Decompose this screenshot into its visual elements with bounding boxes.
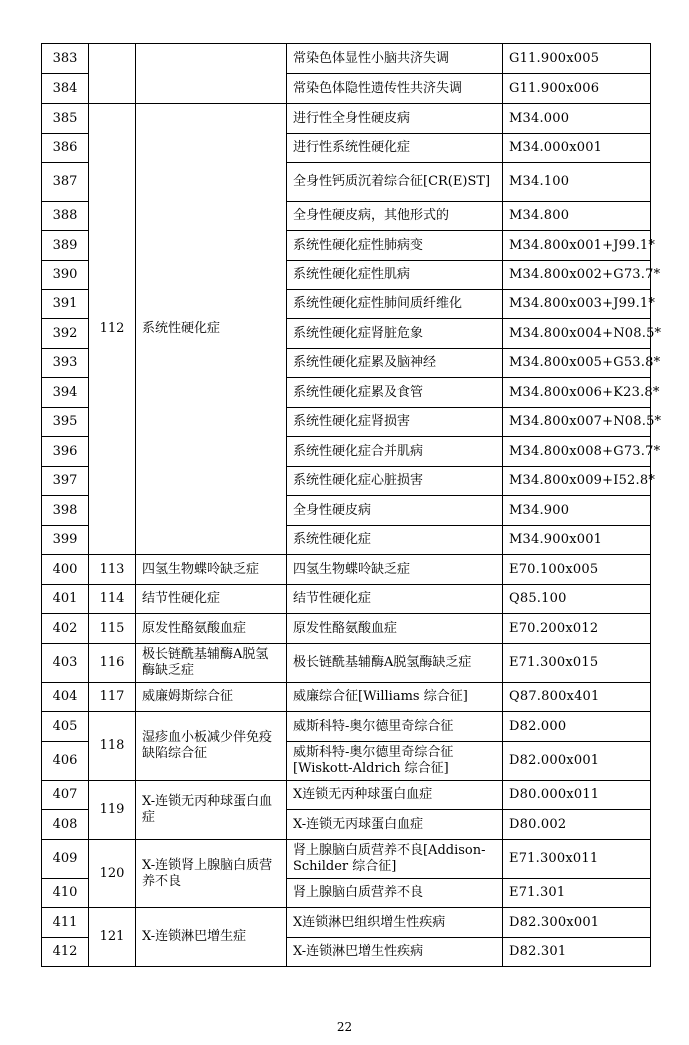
disease-name: 系统性硬化症: [136, 104, 287, 555]
disease-entry: 肾上腺脑白质营养不良: [287, 879, 503, 908]
disease-number: 120: [89, 840, 136, 908]
disease-number: 117: [89, 683, 136, 712]
icd-code: E71.301: [503, 879, 651, 908]
disease-number: 121: [89, 908, 136, 967]
disease-entry: 威廉综合征[Williams 综合征]: [287, 683, 503, 712]
disease-name: 威廉姆斯综合征: [136, 683, 287, 712]
row-index: 395: [42, 408, 89, 437]
disease-number: 113: [89, 555, 136, 585]
row-index: 396: [42, 437, 89, 467]
table-row: [42, 44, 651, 74]
icd-code: D82.000: [503, 712, 651, 742]
row-index: 408: [42, 810, 89, 840]
disease-entry: 系统性硬化症性肺间质纤维化: [287, 290, 503, 319]
icd-code: D82.000x001: [503, 742, 651, 781]
disease-entry: X-连锁无丙球蛋白血症: [287, 810, 503, 840]
disease-entry: 结节性硬化症: [287, 585, 503, 614]
disease-entry: 系统性硬化症: [287, 526, 503, 555]
disease-name: 结节性硬化症: [136, 585, 287, 614]
disease-entry: 进行性系统性硬化症: [287, 134, 503, 163]
icd-code: M34.800: [503, 202, 651, 231]
page-number: 22: [336, 1020, 353, 1034]
icd-code: M34.000: [503, 104, 651, 134]
row-index: 401: [42, 585, 89, 614]
icd-code: E71.300x011: [503, 840, 651, 879]
icd-code: D82.301: [503, 938, 651, 967]
disease-name: X-连锁无丙种球蛋白血症: [136, 781, 287, 840]
disease-entry: 四氢生物蝶呤缺乏症: [287, 555, 503, 585]
icd-code: D80.000x011: [503, 781, 651, 810]
row-index: 403: [42, 644, 89, 683]
icd-code: M34.800x002+G73.7*: [503, 261, 651, 290]
icd-code: D80.002: [503, 810, 651, 840]
row-index: 407: [42, 781, 89, 810]
row-index: 394: [42, 378, 89, 408]
disease-name: 湿疹血小板减少伴免疫缺陷综合征: [136, 712, 287, 781]
row-index: 397: [42, 467, 89, 496]
disease-entry: 系统性硬化症心脏损害: [287, 467, 503, 496]
disease-name: 四氢生物蝶呤缺乏症: [136, 555, 287, 585]
disease-number: 118: [89, 712, 136, 781]
disease-entry: 系统性硬化症性肌病: [287, 261, 503, 290]
disease-entry: X连锁淋巴组织增生性疾病: [287, 908, 503, 938]
table-row: [42, 104, 651, 134]
row-index: 386: [42, 134, 89, 163]
icd-code: M34.800x007+N08.5*: [503, 408, 651, 437]
row-index: 405: [42, 712, 89, 742]
icd-code: M34.800x008+G73.7*: [503, 437, 651, 467]
row-index: 383: [42, 44, 89, 74]
row-index: 391: [42, 290, 89, 319]
icd-code: G11.900x006: [503, 74, 651, 104]
disease-entry: 系统性硬化症累及脑神经: [287, 349, 503, 378]
disease-name: [136, 44, 287, 104]
icd-code: M34.800x005+G53.8*: [503, 349, 651, 378]
icd-code: E71.300x015: [503, 644, 651, 683]
row-index: 404: [42, 683, 89, 712]
icd-code: M34.800x004+N08.5*: [503, 319, 651, 349]
table-row: [42, 614, 651, 644]
disease-number: 116: [89, 644, 136, 683]
table-row: [42, 840, 651, 879]
disease-name: X-连锁淋巴增生症: [136, 908, 287, 967]
row-index: 398: [42, 496, 89, 526]
disease-entry: 威斯科特-奥尔德里奇综合征[Wiskott-Aldrich 综合征]: [287, 742, 503, 781]
row-index: 410: [42, 879, 89, 908]
row-index: 385: [42, 104, 89, 134]
icd-code: D82.300x001: [503, 908, 651, 938]
disease-entry: 全身性硬皮病，其他形式的: [287, 202, 503, 231]
disease-table: [41, 43, 662, 967]
disease-number: 114: [89, 585, 136, 614]
table-row: [42, 644, 651, 683]
disease-number: 115: [89, 614, 136, 644]
row-index: 411: [42, 908, 89, 938]
row-index: 389: [42, 231, 89, 261]
disease-entry: 系统性硬化症性肺病变: [287, 231, 503, 261]
row-index: 406: [42, 742, 89, 781]
icd-code: M34.100: [503, 163, 651, 202]
row-index: 409: [42, 840, 89, 879]
table-row: [42, 712, 651, 742]
icd-code: M34.800x009+I52.8*: [503, 467, 651, 496]
disease-entry: 系统性硬化症肾损害: [287, 408, 503, 437]
row-index: 388: [42, 202, 89, 231]
disease-entry: 原发性酪氨酸血症: [287, 614, 503, 644]
disease-entry: X-连锁淋巴增生性疾病: [287, 938, 503, 967]
disease-number: [89, 44, 136, 104]
disease-entry: 威斯科特-奥尔德里奇综合征: [287, 712, 503, 742]
disease-entry: 极长链酰基辅酶A脱氢酶缺乏症: [287, 644, 503, 683]
table-row: [42, 585, 651, 614]
icd-code: M34.800x001+J99.1*: [503, 231, 651, 261]
disease-entry: 常染色体隐性遗传性共济失调: [287, 74, 503, 104]
icd-code: Q87.800x401: [503, 683, 651, 712]
disease-entry: 全身性硬皮病: [287, 496, 503, 526]
disease-name: X-连锁肾上腺脑白质营养不良: [136, 840, 287, 908]
icd-code: Q85.100: [503, 585, 651, 614]
icd-code: M34.800x006+K23.8*: [503, 378, 651, 408]
disease-name: 极长链酰基辅酶A脱氢酶缺乏症: [136, 644, 287, 683]
icd-code: E70.200x012: [503, 614, 651, 644]
row-index: 393: [42, 349, 89, 378]
icd-code: E70.100x005: [503, 555, 651, 585]
disease-entry: 常染色体显性小脑共济失调: [287, 44, 503, 74]
row-index: 412: [42, 938, 89, 967]
icd-code: M34.800x003+J99.1*: [503, 290, 651, 319]
table-row: [42, 908, 651, 938]
disease-entry: 进行性全身性硬皮病: [287, 104, 503, 134]
table-row: [42, 683, 651, 712]
row-index: 384: [42, 74, 89, 104]
icd-code: M34.900x001: [503, 526, 651, 555]
table-row: [42, 781, 651, 810]
row-index: 387: [42, 163, 89, 202]
disease-number: 119: [89, 781, 136, 840]
row-index: 399: [42, 526, 89, 555]
disease-number: 112: [89, 104, 136, 555]
icd-code: M34.000x001: [503, 134, 651, 163]
row-index: 400: [42, 555, 89, 585]
disease-name: 原发性酪氨酸血症: [136, 614, 287, 644]
row-index: 402: [42, 614, 89, 644]
icd-code: G11.900x005: [503, 44, 651, 74]
disease-entry: X连锁无丙种球蛋白血症: [287, 781, 503, 810]
disease-entry: 全身性钙质沉着综合征[CR(E)ST]: [287, 163, 503, 202]
disease-entry: 肾上腺脑白质营养不良[Addison-Schilder 综合征]: [287, 840, 503, 879]
row-index: 392: [42, 319, 89, 349]
table-row: [42, 555, 651, 585]
icd-code: M34.900: [503, 496, 651, 526]
disease-entry: 系统性硬化症累及食管: [287, 378, 503, 408]
disease-entry: 系统性硬化症肾脏危象: [287, 319, 503, 349]
row-index: 390: [42, 261, 89, 290]
disease-entry: 系统性硬化症合并肌病: [287, 437, 503, 467]
